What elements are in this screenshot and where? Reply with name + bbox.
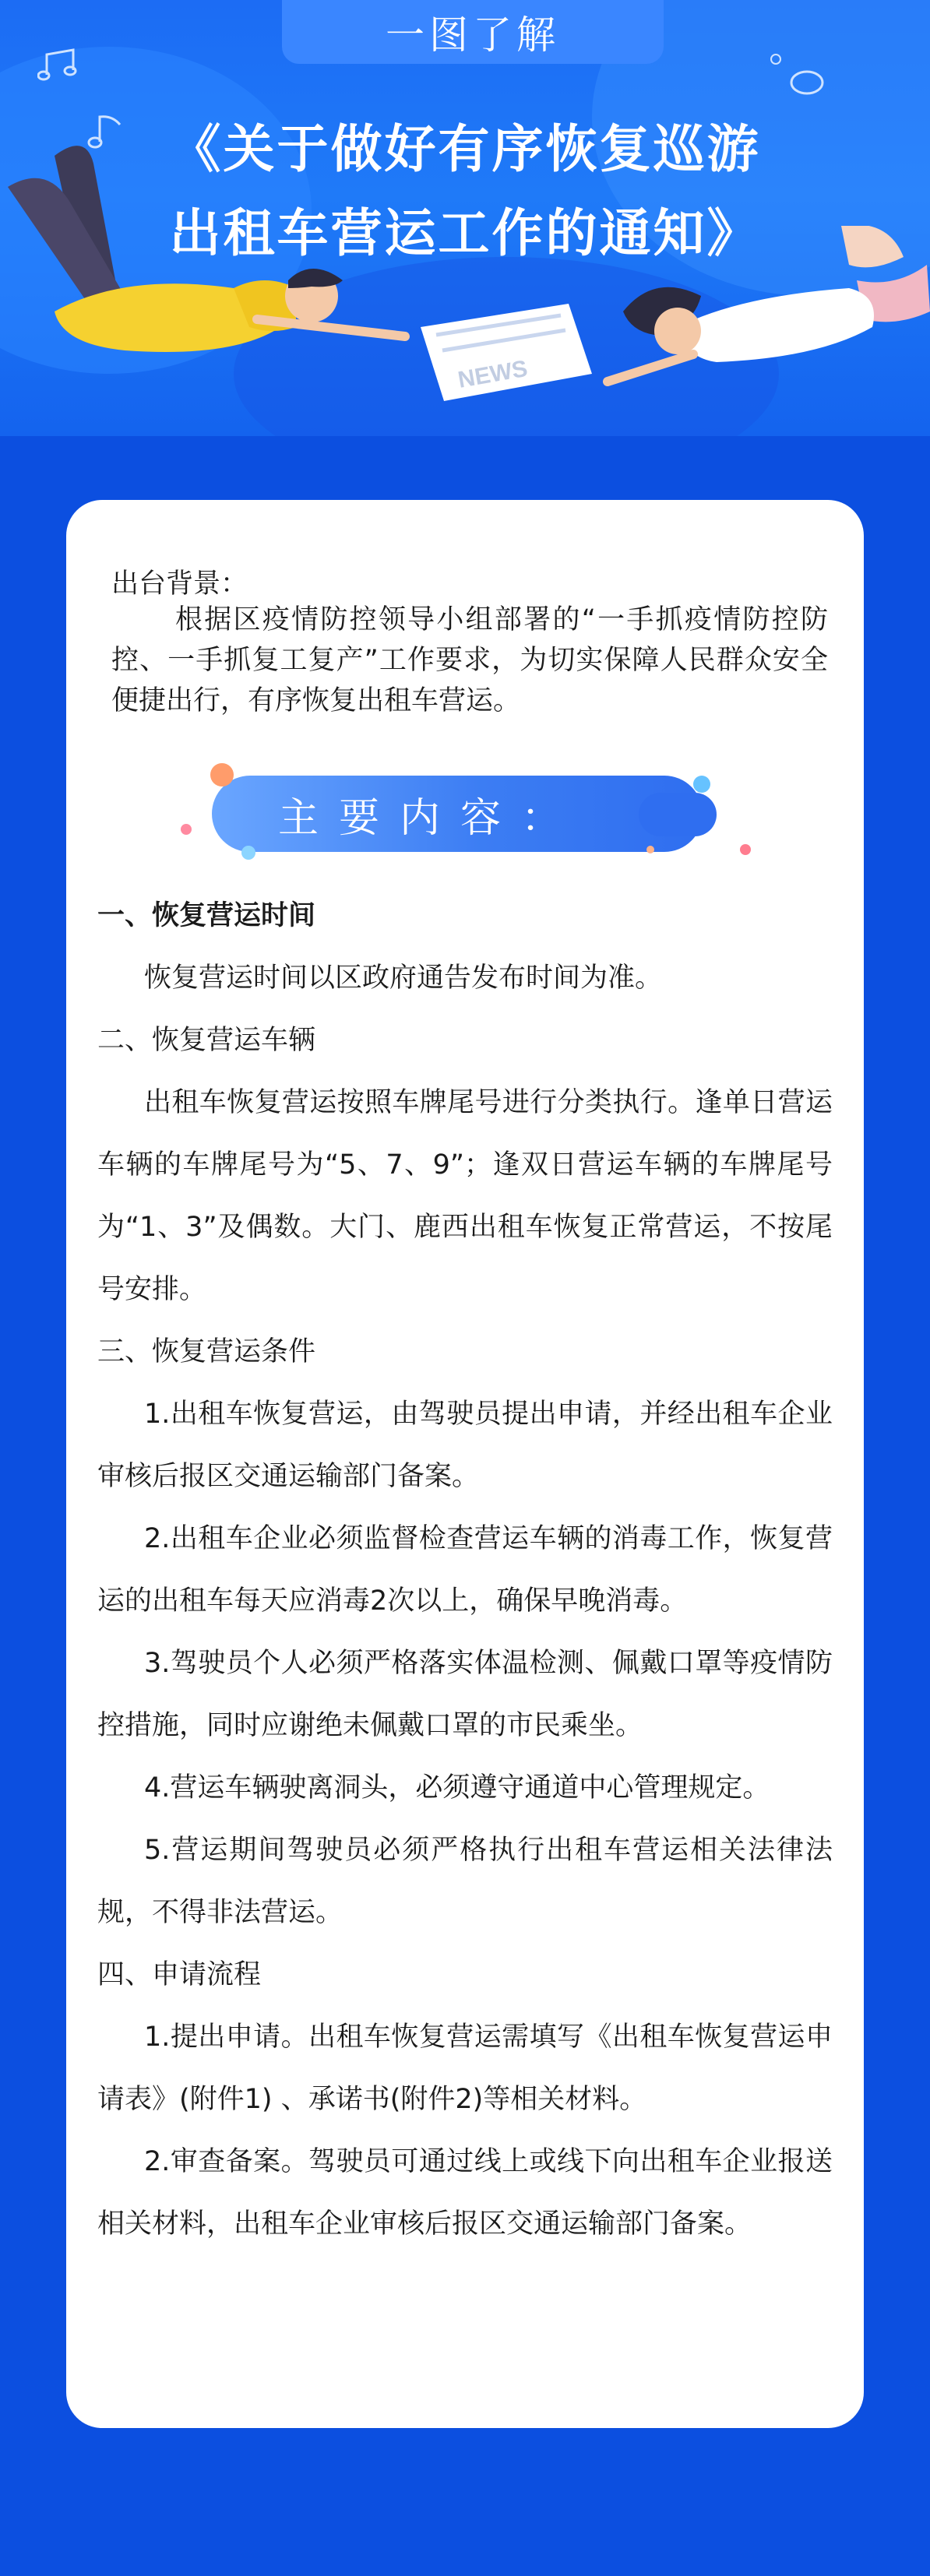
section-paragraph: 2.出租车企业必须监督检查营运车辆的消毒工作，恢复营运的出租车每天应消毒2次以上，确保早晚消毒。 [97, 1523, 833, 1617]
section-heading: 三、恢复营运条件 [97, 1336, 316, 1367]
decor-dot [740, 844, 751, 855]
banner-tail [639, 793, 717, 836]
bubble-icon [768, 51, 784, 67]
banner-label: 主要内容： [277, 794, 582, 842]
section-paragraph: 2.审查备案。驾驶员可通过线上或线下向出租车企业报送相关材料，出租车企业审核后报区交通运输部门备案。 [97, 2146, 833, 2240]
section-paragraph: 恢复营运时间以区政府通告发布时间为准。 [144, 962, 663, 994]
header-tag: 一图了解 [282, 0, 664, 64]
decor-dot [181, 824, 192, 835]
reader-left-illustration [0, 132, 452, 413]
bubble-icon [787, 65, 833, 97]
section-paragraph: 4.营运车辆驶离洞头，必须遵守通道中心管理规定。 [144, 1772, 770, 1804]
music-note-icon [37, 47, 84, 86]
decor-dot [693, 776, 710, 793]
decor-dot [210, 763, 234, 787]
page-title-line2: 出租车营运工作的通知》 [169, 203, 761, 263]
section-heading: 一、恢复营运时间 [97, 900, 316, 931]
section-paragraph: 出租车恢复营运按照车牌尾号进行分类执行。逢单日营运车辆的车牌尾号为“5、7、9”；逢双日营运车辆的车牌尾号为“1、3”及偶数。大门、鹿西出租车恢复正常营运，不按尾号安排。 [97, 1087, 833, 1305]
background-text: 根据区疫情防控领导小组部署的“一手抓疫情防控防控、一手抓复工复产”工作要求，为切实保障人民群众安全便捷出行，有序恢复出租车营运。 [111, 604, 828, 716]
background-label: 出台背景： [111, 568, 248, 600]
section-paragraph: 1.提出申请。出租车恢复营运需填写《出租车恢复营运申请表》(附件1) 、承诺书(附件2)等相关材料。 [97, 2022, 833, 2115]
section-paragraph: 1.出租车恢复营运，由驾驶员提出申请，并经出租车企业审核后报区交通运输部门备案。 [97, 1399, 833, 1492]
reader-right-illustration [561, 226, 930, 436]
section-heading: 二、恢复营运车辆 [97, 1025, 316, 1056]
section-paragraph: 5.营运期间驾驶员必须严格执行出租车营运相关法律法规，不得非法营运。 [97, 1835, 833, 1928]
hero-header [0, 0, 930, 436]
news-label: NEWS [456, 355, 530, 393]
section-heading: 四、申请流程 [97, 1959, 262, 1990]
section-paragraph: 3.驾驶员个人必须严格落实体温检测、佩戴口罩等疫情防控措施，同时应谢绝未佩戴口罩的市民乘坐。 [97, 1648, 833, 1741]
main-content [97, 885, 833, 2255]
decor-dot [241, 846, 255, 860]
page-title-line1: 《关于做好有序恢复巡游 [169, 119, 761, 179]
decor-dot [646, 846, 654, 853]
